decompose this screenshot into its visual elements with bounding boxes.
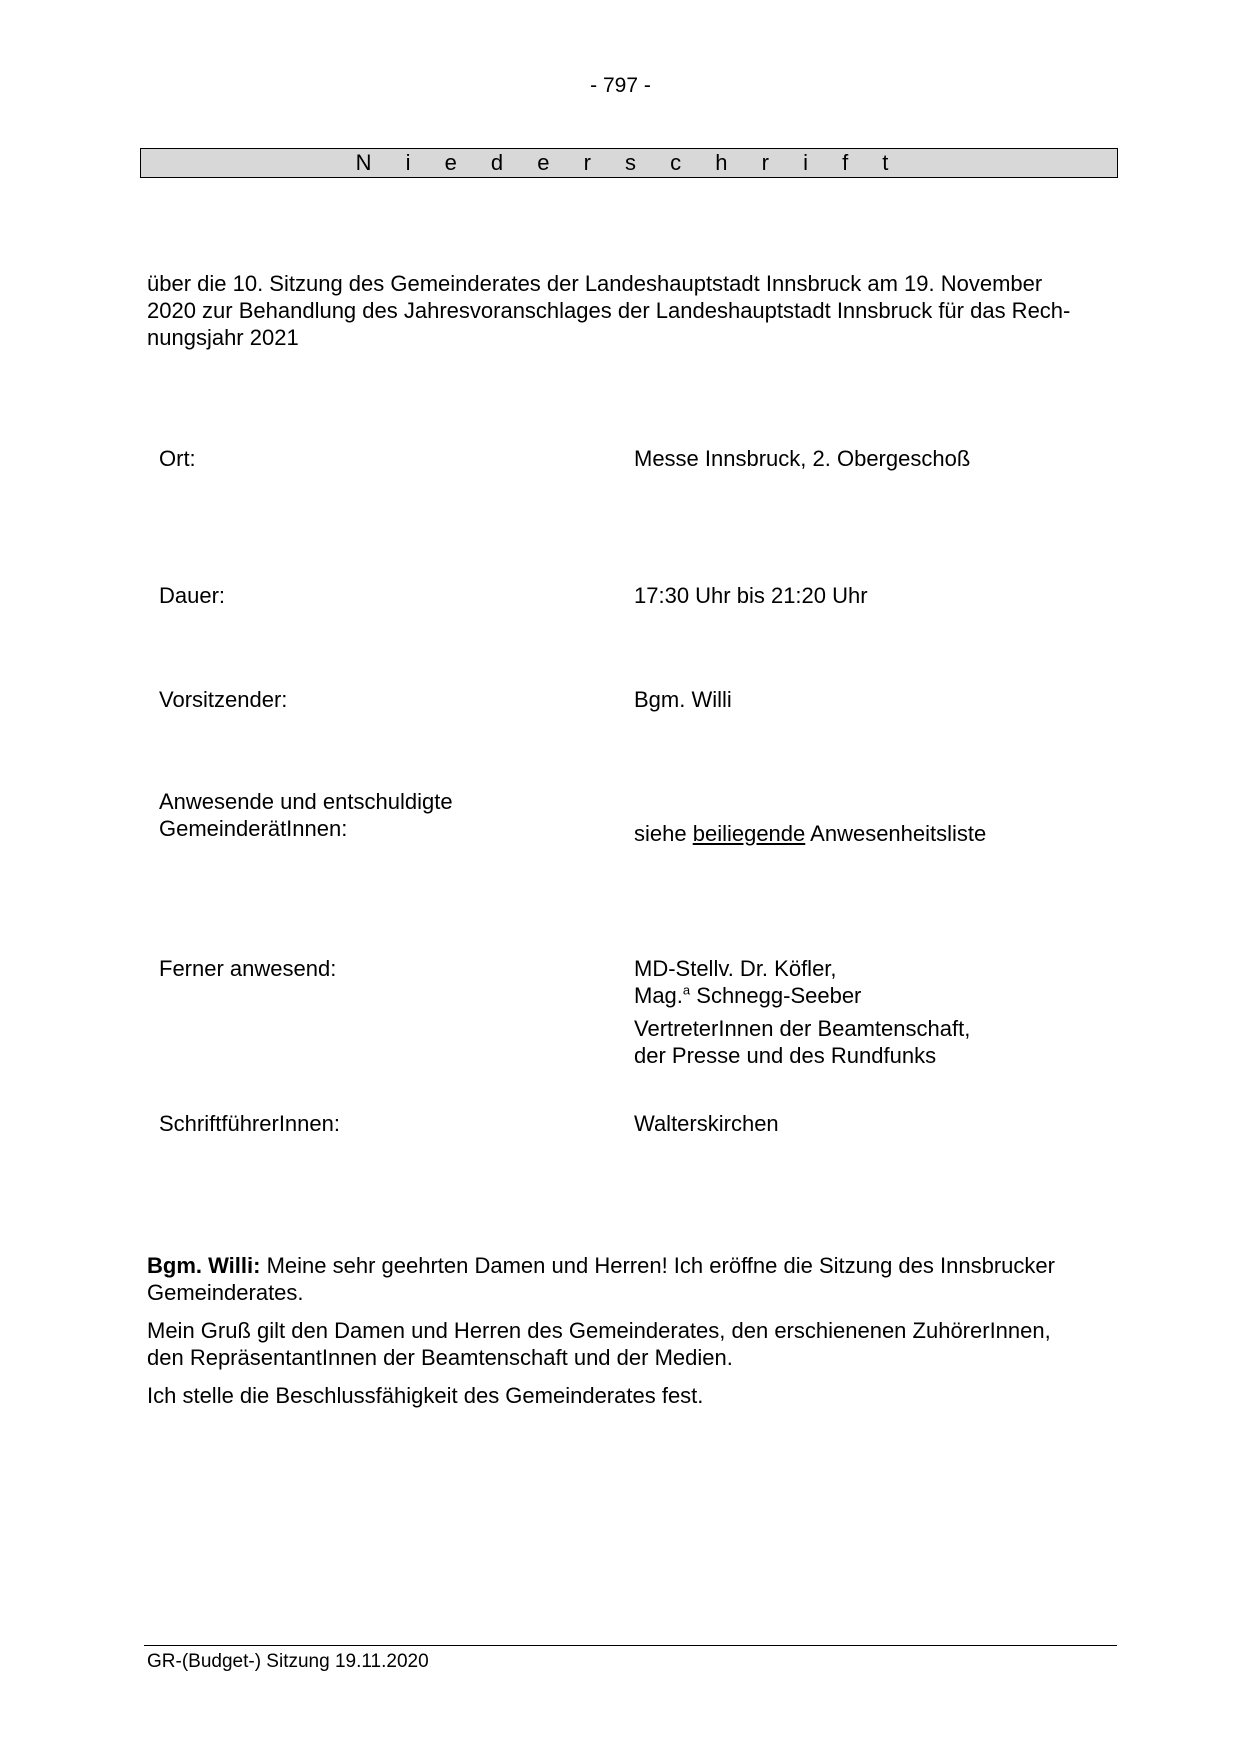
ferner-line (634, 982, 1114, 1009)
intro-line: über die 10. Sitzung des Gemeinderates der Landeshauptstadt Innsbruck am 19. November (147, 271, 1043, 296)
ferner-label: Ferner anwesend: (159, 956, 337, 981)
ort-value: Messe Innsbruck, 2. Obergeschoß (634, 446, 971, 471)
ferner-line: MD-Stellv. Dr. Köfler, (634, 956, 837, 981)
anwesende-value-pre: siehe (634, 821, 693, 846)
schrift-label: SchriftführerInnen: (159, 1111, 340, 1136)
vorsitz-value: Bgm. Willi (634, 687, 732, 712)
ferner-line2-sup: a (682, 982, 691, 998)
anwesende-value (634, 820, 1114, 847)
schrift-value: Walterskirchen (634, 1111, 779, 1136)
footer-divider (144, 1645, 1117, 1646)
ort-label: Ort: (159, 446, 196, 471)
speech-line: den RepräsentantInnen der Beamtenschaft und der Medien. (147, 1345, 733, 1370)
intro-paragraph (147, 270, 1112, 351)
ferner-line: VertreterInnen der Beamtenschaft, (634, 1016, 971, 1041)
anwesende-value-underlined: beiliegende (692, 821, 806, 846)
speech-line (147, 1252, 1112, 1279)
intro-line: nungsjahr 2021 (147, 325, 299, 350)
anwesende-label-line: GemeinderätInnen: (159, 816, 348, 841)
speech-text: Meine sehr geehrten Damen und Herren! Ich eröffne die Sitzung des Innsbrucker (260, 1253, 1055, 1278)
ferner-line: der Presse und des Rundfunks (634, 1043, 937, 1068)
anwesende-value-post: Anwesenheitsliste (805, 821, 987, 846)
ferner-value (634, 955, 1114, 1069)
document-title: N i e d e r s c h r i f t (140, 148, 1118, 178)
speech-line: Gemeinderates. (147, 1280, 304, 1305)
anwesende-label (159, 788, 629, 842)
speech-paragraph-1 (147, 1252, 1112, 1306)
speech-line: Mein Gruß gilt den Damen und Herren des Gemeinderates, den erschienenen ZuhörerInnen, (147, 1318, 1051, 1343)
intro-line: 2020 zur Behandlung des Jahresvoranschlages der Landeshauptstadt Innsbruck für das Rech- (147, 298, 1071, 323)
vorsitz-label: Vorsitzender: (159, 687, 288, 712)
footer-text: GR-(Budget-) Sitzung 19.11.2020 (147, 1651, 429, 1672)
speech-paragraph-3: Ich stelle die Beschlussfähigkeit des Gemeinderates fest. (147, 1383, 704, 1408)
dauer-value: 17:30 Uhr bis 21:20 Uhr (634, 583, 868, 608)
ferner-line2-post: Schnegg-Seeber (690, 983, 862, 1008)
speech-paragraph-2 (147, 1317, 1112, 1371)
dauer-label: Dauer: (159, 583, 226, 608)
page-number: - 797 - (590, 74, 651, 97)
anwesende-label-line: Anwesende und entschuldigte (159, 789, 453, 814)
ferner-line2-pre: Mag. (634, 983, 683, 1008)
speaker-name: Bgm. Willi: (147, 1253, 261, 1278)
